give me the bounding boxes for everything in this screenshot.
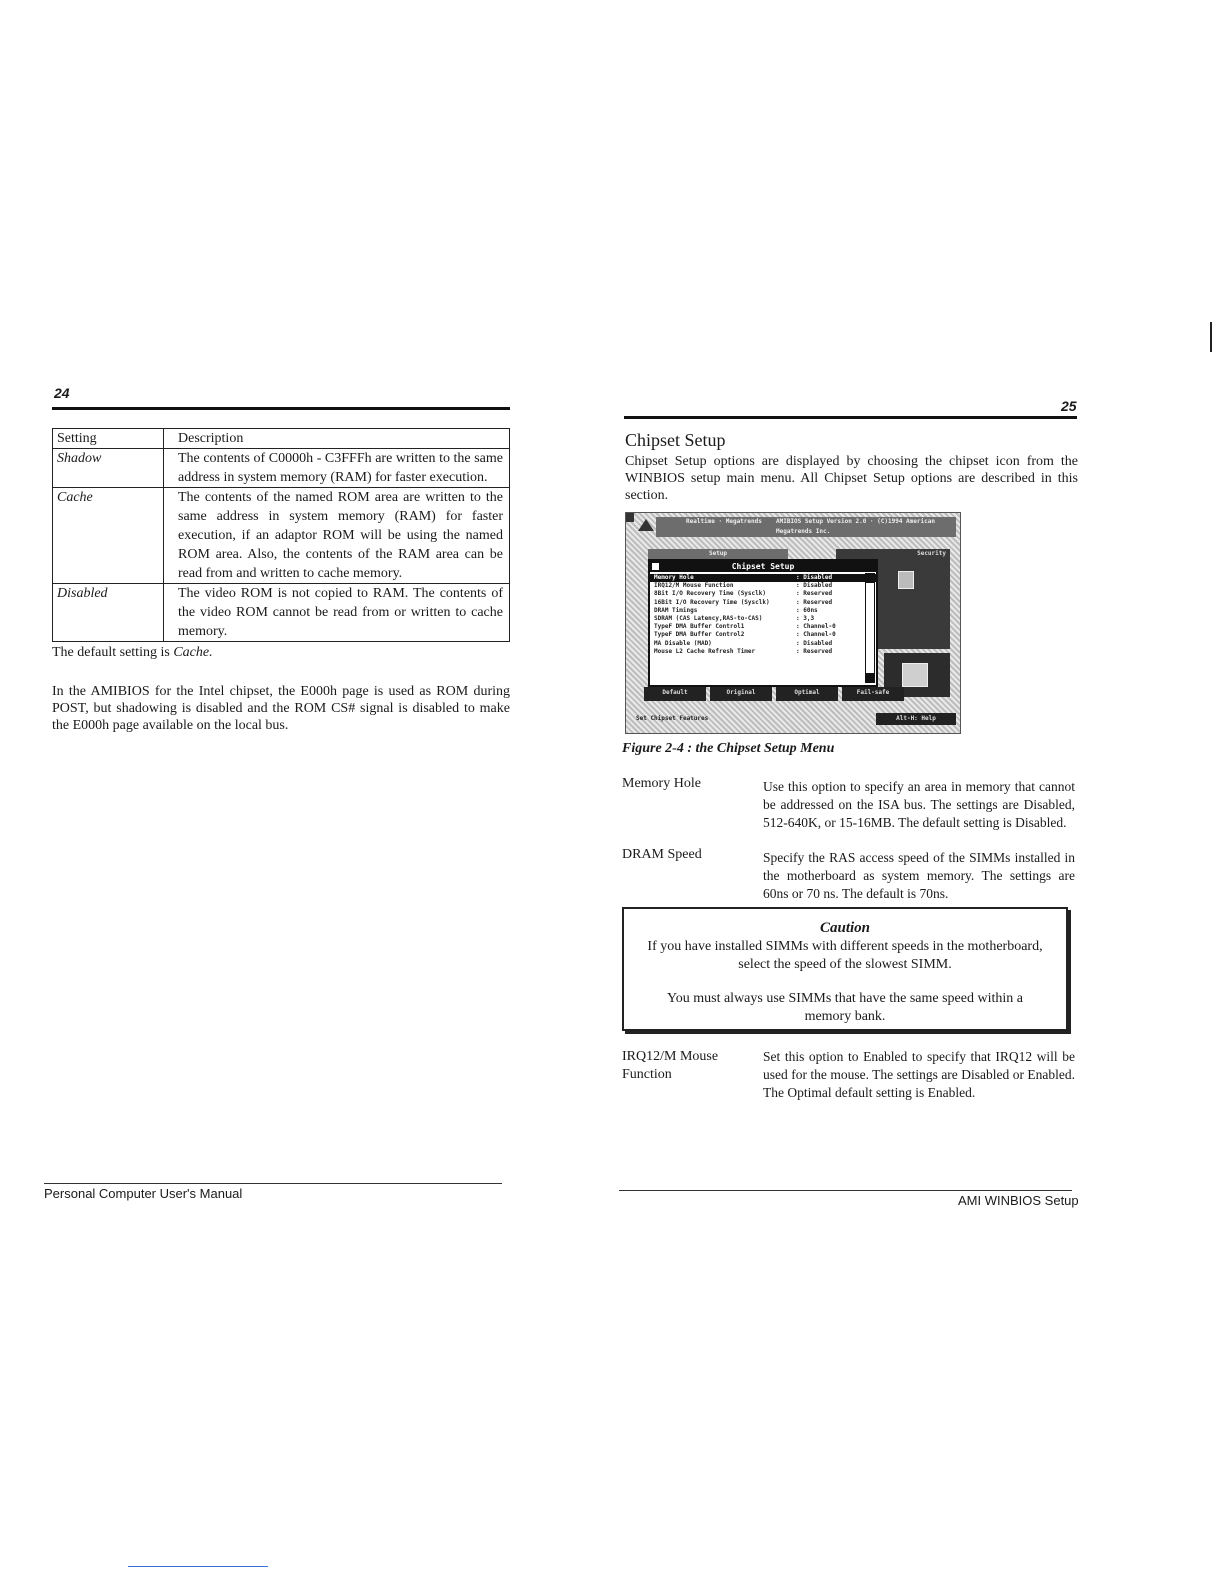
footer-rule-left [44, 1183, 502, 1184]
menu-label: DRAM Timings [654, 606, 698, 614]
system-menu-icon [626, 513, 634, 522]
scroll-down-arrow-icon[interactable] [866, 673, 874, 682]
chipset-setup-screenshot [625, 512, 961, 734]
window-title: Chipset Setup [650, 561, 876, 572]
table-row [53, 449, 510, 488]
default-setting-note [52, 644, 510, 661]
fail-safe-button[interactable]: Fail-safe [842, 687, 904, 701]
menu-label: SDRAM (CAS Latency,RAS-to-CAS) [654, 615, 763, 623]
menu-value: : Channel-0 [796, 623, 836, 631]
menu-value: : Disabled [796, 639, 833, 647]
settings-table [52, 428, 510, 642]
caution-title: Caution [819, 920, 871, 936]
footer-right: AMI WINBIOS Setup [958, 1193, 1079, 1208]
default-buttons-row [644, 687, 950, 701]
menu-label: IRQ12/M Mouse Function [654, 582, 734, 590]
term-line-1: IRQ12/M Mouse [622, 1049, 719, 1064]
scan-edge-mark [1210, 322, 1212, 352]
term-line-2: Function [622, 1067, 672, 1082]
menu-value: : Disabled [796, 574, 833, 581]
header-description: Description [164, 429, 510, 449]
default-button[interactable]: Default [644, 687, 706, 701]
definition-dram-speed: Specify the RAS access speed of the SIMMs installed in the motherboard as system memory. The settings are 60ns or 70 ns. The default is 70ns. [763, 850, 1075, 901]
definition-memory-hole: Use this option to specify an area in memory that cannot be addressed on the ISA bus. The settings are Disabled, 512-640K, or 15-16MB. The default setting is Disabled. [763, 779, 1075, 830]
menu-value: : Channel-0 [796, 631, 836, 639]
footer-left: Personal Computer User's Manual [44, 1186, 243, 1201]
setting-description: The contents of the named ROM area are written to the same address in system memory (RAM) for faster execution, if an adaptor ROM will be using the named ROM area. Also, the contents of the RAM area can be read from and written to cache memory. [164, 488, 510, 584]
setting-description: The contents of C0000h - C3FFFh are written to the same address in system memory (RAM) for faster execution. [164, 449, 510, 488]
table-header-row [53, 429, 510, 449]
footer-rule-right [619, 1190, 1072, 1191]
scroll-up-arrow-icon[interactable] [866, 574, 874, 583]
menu-label: TypeF DMA Buffer Control2 [654, 631, 745, 639]
menu-value: : Reserved [796, 647, 833, 655]
menu-item[interactable] [650, 607, 876, 615]
menu-item[interactable] [650, 582, 876, 590]
help-hint[interactable]: Alt-H: Help [876, 713, 956, 725]
header-rule-left [52, 407, 510, 410]
setting-name: Shadow [53, 449, 164, 488]
menu-item[interactable] [650, 615, 876, 623]
menu-item-memory-hole[interactable] [650, 574, 876, 582]
term-memory-hole: Memory Hole [622, 776, 701, 791]
menu-item[interactable] [650, 631, 876, 639]
term-dram-speed: DRAM Speed [622, 847, 702, 862]
menu-item[interactable] [650, 623, 876, 631]
bios-banner [656, 517, 956, 537]
menu-item[interactable] [650, 590, 876, 598]
page-number-left: 24 [54, 385, 70, 401]
header-setting: Setting [53, 429, 164, 449]
menu-item[interactable] [650, 599, 876, 607]
setting-name: Disabled [53, 584, 164, 642]
security-lock-icon [898, 571, 914, 589]
table-row [53, 584, 510, 642]
default-prefix: The default setting is [52, 645, 174, 660]
page-number-right: 25 [1061, 398, 1077, 414]
menu-value: : Reserved [796, 590, 833, 598]
banner-right: AMIBIOS Setup Version 2.0 · (C)1994 American Megatrends Inc. [776, 518, 935, 535]
setting-name: Cache [53, 488, 164, 584]
menu-item[interactable] [650, 648, 876, 656]
intro-paragraph: Chipset Setup options are displayed by choosing the chipset icon from the WINBIOS setup main menu. All Chipset Setup options are described in this section. [625, 454, 1078, 503]
menu-value: : 60ns [796, 606, 818, 614]
menu-label: 8Bit I/O Recovery Time (Sysclk) [654, 590, 766, 598]
window-close-icon[interactable] [651, 562, 660, 571]
original-button[interactable]: Original [710, 687, 772, 701]
optimal-button[interactable]: Optimal [776, 687, 838, 701]
figure-caption: Figure 2-4 : the Chipset Setup Menu [622, 741, 835, 756]
status-bar [626, 713, 960, 725]
menu-item[interactable] [650, 640, 876, 648]
menu-label: MA Disable (MAD) [654, 639, 712, 647]
caution-line-2: You must always use SIMMs that have the same speed within a memory bank. [667, 991, 1023, 1024]
menu-value: : 3,3 [796, 615, 815, 623]
menu-label: 16Bit I/O Recovery Time (Sysclk) [654, 598, 770, 606]
chipset-setup-window [648, 559, 878, 687]
status-left: Set Chipset Features [636, 715, 709, 722]
menu-value: : Reserved [796, 598, 833, 606]
setup-panel: Setup [648, 549, 788, 559]
security-panel: Security [836, 549, 950, 649]
menu-value: : Disabled [796, 582, 833, 590]
caution-line-1: If you have installed SIMMs with different speeds in the motherboard, select the speed of the slowest SIMM. [647, 939, 1043, 972]
setting-description: The video ROM is not copied to RAM. The contents of the video ROM cannot be read from or written to cache memory. [164, 584, 510, 642]
window-scrollbar[interactable] [865, 573, 875, 683]
table-row [53, 488, 510, 584]
amibios-paragraph: In the AMIBIOS for the Intel chipset, the E000h page is used as ROM during POST, but shadowing is disabled and the ROM CS# signal is disabled to make the E000h page available on the local bus. [52, 684, 510, 733]
menu-label: TypeF DMA Buffer Control1 [654, 623, 745, 631]
section-heading: Chipset Setup [625, 430, 726, 450]
caution-box [622, 907, 1068, 1031]
menu-label: Memory Hole [654, 574, 694, 581]
header-rule-right [624, 416, 1077, 419]
menu-label: Mouse L2 Cache Refresh Timer [654, 647, 756, 655]
banner-left: Realtime · Megatrends [686, 518, 762, 525]
definition-irq12-mouse: Set this option to Enabled to specify that IRQ12 will be used for the mouse. The settings are Disabled or Enabled. The Optimal default setting is Enabled. [763, 1049, 1075, 1100]
scan-blue-line [128, 1566, 268, 1567]
default-value: Cache. [173, 645, 213, 660]
ami-logo-icon [638, 519, 654, 531]
utility-icon[interactable] [902, 663, 928, 687]
term-irq12-mouse [622, 1048, 718, 1084]
